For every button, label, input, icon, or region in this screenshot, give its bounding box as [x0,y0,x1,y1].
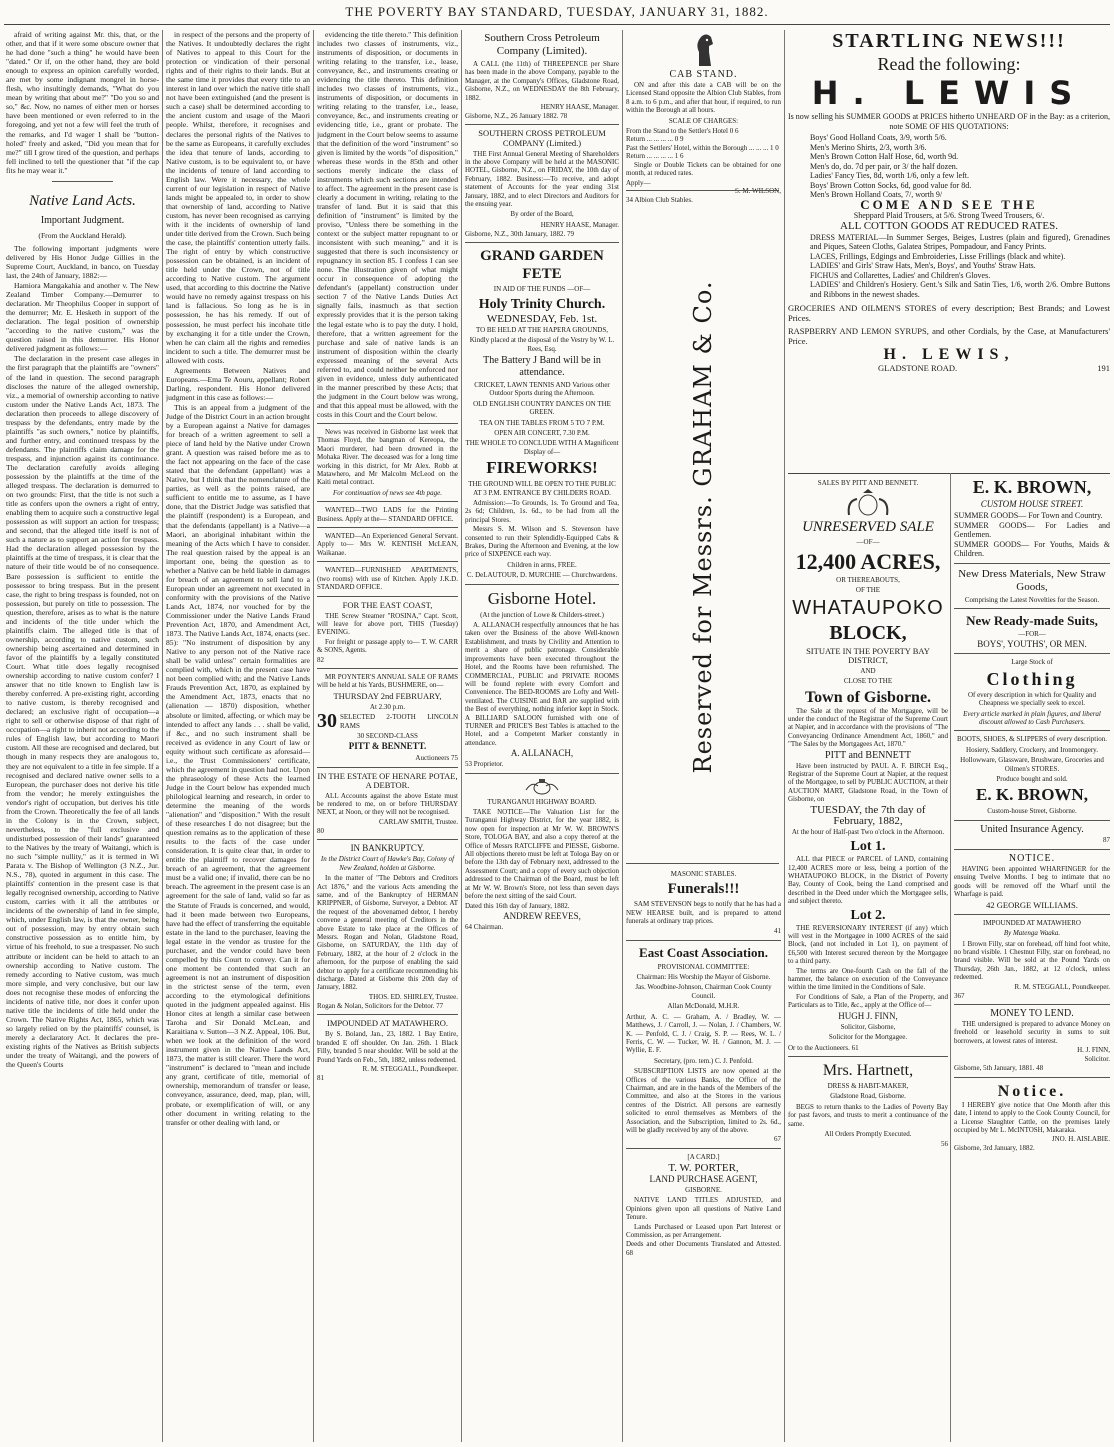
column-right [788,30,1110,1442]
price-item: Boys' Good Holland Coats, 3/9, worth 5/6. [810,133,947,142]
cab-stables: 34 Albion Club Stables. [626,195,693,204]
column-2 [166,30,310,1442]
clothing-body: Of every description in which for Quality and Cheapness we specially seek to excel. [967,690,1097,708]
boots: BOOTS, SHOES, & SLIPPERS of every description. [957,735,1107,744]
fete-children: Children in arms, FREE. [507,560,577,569]
eca-member: Jas. Woodbine-Johnson, Chairman Cook County Council. [635,983,772,1000]
sales-by: SALES BY PITT AND BENNETT. [817,479,919,487]
sc2-title: SOUTHERN CROSS PETROLEUM COMPANY (Limited.) [478,128,606,148]
eca-body: SUBSCRIPTION LISTS are now opened at the Offices of the various Banks, the Office of the Chairman, and are in the hands of the Members of the Committee, and also at the Stores in the various centres of the District. All persons are earnestly solicited to enrol themselves as Members of the Association, and the Subscription, limited to 2s. 6d., will be gladly received by any of the above. [626,1067,781,1134]
ad-number: 367 [954,991,965,1000]
ad-wanted-servant: WANTED—An Experienced General Servant. Apply to— Mrs W. KENTISH McLEAN, Waikanae. [317,532,458,557]
cab-sign: S. M. WILSON, [735,186,781,195]
impound-body: By S. Boland, Jan., 23, 1882. 1 Bay Entire, branded E off shoulder. On Jan. 26th. 1 Black Filly, branded 5 near shoulder. Will be sold at the Pound Yards on Feb., 5th, 1882, unless redeemed. [317,1030,458,1064]
ad-number: 56 [941,1140,948,1149]
fete-games: CRICKET, LAWN TENNIS AND Various other Outdoor Sports during the Afternoon. [474,380,610,398]
cab-apply: Apply— [626,178,651,187]
poynter-time: At 2.30 p.m. [369,702,406,711]
come-and-see: COME AND SEE THE [860,196,1038,212]
of-the: OF THE [855,586,881,595]
column-rule [162,30,163,1442]
sale-hour: At the hour of Half-past Two o'clock in the Afternoon. [791,827,945,836]
hotel-sign: A. ALLANACH, [510,748,574,759]
porter-town: GISBORNE. [685,1185,722,1194]
bankruptcy-sign: THOS. ED. SHIRLEY, Trustee. [368,992,458,1001]
dress-material: DRESS MATERIAL—In Summer Serges, Beiges, Lustres (plain and figured), Grenadines and Piques, Sateen Cloths, Galatea Stripes, Pompadour, and Fancy Prints. [810,232,1110,252]
cab-rate: Return ... ... ... ... 1 6 [626,152,684,161]
large-stock: Large Stock of [1011,658,1053,667]
sale-terms: The terms are One-fourth Cash on the fall of the hammer, the balance on execution of the Conveyance within the time limited in the Conditions of Sale. [788,966,948,992]
ekb-street-footer: Custom-house Street, Gisborne. [987,807,1077,816]
fete-tea: TEA ON THE TABLES FROM 5 TO 7 P.M. [479,418,605,427]
poynter-seller: PITT & BENNETT. [348,741,427,752]
porter-deeds: Deeds and other Documents Translated and Attested. 68 [626,1240,781,1257]
price-item: Men's Brown Cotton Half Hose, 6d, worth 9d. [810,152,959,161]
summer-goods: SUMMER GOODS— For Youths, Maids & Children. [954,539,1110,559]
sc2-date: Gisborne, N.Z., 30th January, 1882. 79 [465,229,575,238]
lot-2: Lot 2. [850,907,886,923]
porter-name: T. W. PORTER, [668,1161,739,1174]
notice2-body: I HEREBY give notice that One Month after this date, I intend to apply to the Cook County Council, for a License Slaughter Cattle, on the premises lately occupied by Mr L. McINTOSH, Makaraka. [954,1100,1110,1134]
estate-sign: CARLAW SMITH, Trustee. [378,817,458,826]
lewis-banner: H. LEWIS [811,74,1087,112]
cab-rate: From the Stand to the Settler's Hotel 0 6 [626,127,739,136]
price-item: Boys' Brown Cotton Socks, 6d, good value for 8d. [810,180,972,190]
notice2-title: Notice. [997,1082,1067,1100]
clothing-banner: Clothing [986,668,1078,689]
fete-concert: OPEN AIR CONCERT, 7.30 P.M. [494,428,590,437]
column-5 [626,30,781,1442]
block: BLOCK, [829,621,907,644]
summer-goods: SUMMER GOODS— For Town and Country. [954,511,1103,521]
cotton-goods: ALL COTTON GOODS AT REDUCED RATES. [840,219,1058,232]
hartnett-address: Gladstone Road, Gisborne. [830,1092,906,1101]
notice-body: HAVING been appointed WHARFINGER for the ensuing Twelve Months. I beg to intimate that no goods will be removed off the Wharf until the Wharfage is paid. [954,865,1110,899]
hartnett-body: BEGS to return thanks to the Ladies of Poverty Bay for past favors, and trusts to merit a continuance of the same. [788,1102,948,1128]
article-intro: afraid of writing against Mr. this, that, or the other, and that if it were some obscure owner that he had done "such a thing" he would have been "dated." Or if, on the other hand, they are bold enough to express an opinion carefully worded, are met by some indignant mongrel in horse-flesh, who insultingly demands, "What do you mean by writing that about me?" "Do you so and so," &c. Now, no names of either men or horses have been mentioned or even referred to in the foregoing, and yet not a few will feel the truth of the remarks, and I'd wager I shall be "button-holed" freely and asked, "Did you mean that for me?" till I grow tired of the question, and perhaps fell inclined to tell the questioner that "if the cap fits he may wear it." [6,30,159,175]
finn-title: Solicitor. [1084,1055,1110,1064]
impounded-title: IMPOUNDED AT MATAWHERO [983,918,1081,927]
poynter-auctioneers: Auctioneers 75 [415,753,458,762]
fete-admission: Admission:—To Grounds, 1s. To Ground and Tea, 2s 6d; Children, 1s. 6d., to be had from all the principal Stores. [465,499,619,524]
fete-kindly: Kindly placed at the disposal of the Vestry by W. L. Rees, Esq. [469,336,615,353]
lot-1-body: ALL that PIECE or PARCEL of LAND, containing 12,400 ACRES more or less, being a portion of the WHATAUPOKO BLOCK, in the District of Poverty Bay, County of Cook, being the Land comprised and described in the Deed under which the Mortgagee sells, and subject thereto. [788,855,948,906]
eca-member: Allan McDonald, M.H.R. [667,1002,740,1011]
every-article: Every article marked in plain figures, and liberal discount allowed to Cash Purchasers. [963,709,1101,727]
fete-date: WEDNESDAY, Feb. 1st. [486,312,598,325]
ec-title: FOR THE EAST COAST, [342,599,433,610]
article-title: Native Land Acts. [29,192,136,209]
bankruptcy-body: In the matter of "The Debtors and Creditors Act 1876," and the various Acts amending the same, and of the Bankruptcy of HERMAN KRIPPNER, of Gisborne, Surveyor, a Debtor. AT the request of the abovenamed debtor, I hereby convene a general meeting of Creditors in the above Estate to take place at the Offices of Messrs. Rogan and Nolan, Gladstone Road, Gisborne, on SATURDAY, the 11th day of February, 1882, at the hour of 2 o'clock in the afternoon, for the purpose of enabling the said debtor to apply for a certificate recommending his discharge. Dated at Gisborne this 20th day of January, 1882. [317,874,458,992]
money-to-lend: MONEY TO LEND. [990,1007,1074,1019]
porter-body: NATIVE LAND TITLES ADJUSTED, and Opinions given upon all questions of Native Land Tenure. [626,1196,781,1222]
road-chairman: 64 Chairman. [465,922,504,931]
ad-wanted-lads: WANTED—TWO LADS for the Printing Business. Apply at the— STANDARD OFFICE. [317,506,458,523]
notice-title: NOTICE. [1008,852,1056,864]
reserved-space [626,190,779,864]
ad-number: 87 [1103,835,1110,844]
article-para: Agreements Between Natives and Europeans.—Ema Te Aouru, appellant; Robert Darling, respondent. His Honor delivered judgment in this case as follows:— [166,365,310,402]
article-para: evidencing the title thereto." This definition includes two classes of instruments, viz., instruments of disposition, or documents in writing relating to the transfer, i.e., lease, conveyance, &c., and instruments creating or evidencing the title thereto. This definition includes two classes of instruments, viz., instruments of disposition, or documents in writing relating to the transfer, i.e., lease, conveyance, &c., and instruments creating or evidencing title, i.e., grant or probate. The judgment in the Court below seems to assume that the definition of the word "instrument" so given is limited by the words "of disposition," whereas these words in the 85th and other sections merely indicate the class of instruments which such sections are intended to affect. The agreement in the present case is clearly a document in writing, relating to the transfer of land. But it is said that this definition of "instrument" is limited by the proviso, "Unless there be something in the context or the subject matter repugnant to or inconsistent with such meaning," and it is suggested that there is such inconsistency or repugnancy in section 85. I confess I can see none. The illustration given of what might occur in consequence of adopting the defendant's (appellant) construction under section 7 of the Native Lands Duties Act signally fails, inasmuch as that section expressly provides that it is the person taking the legal estate who is to pay the duty. I hold, therefore, that a written agreement for the purchase and sale of native lands is an instrument of disposition within the clearly expressed meaning of the several Acts referred to, and could neither be enforced nor given in evidence, unless duly authenticated in the manner prescribed by these Acts; that the judgment in the Court below was wrong, and that this appeal must be allowed, with the costs in this Court and the Court below. [317,30,458,419]
fete-aid: IN AID OF THE FUNDS —OF— [493,285,591,294]
hotel-title: Gisborne Hotel. [487,588,597,608]
close-to: CLOSE TO THE [843,677,893,686]
cab-tickets: Single or Double Tickets can be obtained for one month, at reduced rates. [626,160,781,178]
money-body: THE undersigned is prepared to advance Money on freehold or leasehold security in sums to suit borrowers, at lowest rates of interest. [954,1020,1110,1045]
aislabie: JNO. H. AISLABIE. [1051,1135,1110,1144]
column-rule [784,30,785,1442]
sc2-body: THE First Annual General Meeting of Shareholders in the above Company will be held at the MASONIC HOTEL, Gisborne, N.Z., on FRIDAY, the 10th day of February, 1882. Business:—To receive, and adopt statement of Accounts for the year ending 31st January, 1882, and to elect Directors and Auditors for the ensuing year. [465,149,619,209]
george-williams: 42 GEORGE WILLIAMS. [986,899,1078,910]
groceries: GROCERIES AND OILMEN'S STORES of every description; Best Brands; and Lowest Prices. [788,303,1110,324]
finn-role: Solicitor for the Mortgagee. [828,1033,908,1042]
situate: SITUATE IN THE POVERTY BAY DISTRICT, [806,645,930,665]
poynter-count: 30 [317,710,337,733]
startling-news: STARTLING NEWS!!! [832,30,1066,52]
lewis-address: GLADSTONE ROAD. [878,363,958,374]
masonic-title: MASONIC STABLES. [670,870,737,878]
road-sign: ANDREW REEVES, [503,910,581,921]
hartnett-orders: All Orders Promptly Executed. [824,1129,912,1138]
poynter-intro: MR POYNTER'S ANNUAL SALE OF RAMS will be held at his Yards, BUSHMERE, on— [317,673,458,690]
road-date: Dated this 16th day of January, 1882. [465,901,570,910]
sc1-body: A CALL (the 11th) of THREEPENCE per Share has been made in the above Company, payable to the Manager, at the Company's Offices, Gladstone Road, Gisborne, N.Z., on WEDNESDAY the 8th February, 1882. [465,60,619,102]
sale-body: The Sale at the request of the Mortgagee, will be under the conduct of the Registrar of the Supreme Court at Napier, and in accordance with the provisions of "The Conveyancing Ordinance Amendment Act, 1860," and "The Sales by the Mortgagees Act, 1870." [788,706,948,749]
poynter-lots: SELECTED 2-TOOTH LINCOLN RAMS [340,713,458,730]
cab-title: CAB STAND. [669,69,738,80]
cab-rate: Past the Settlers' Hotel, within the Borough ... ... ... 1 0 [626,143,779,152]
fete-ground: THE GROUND WILL BE OPEN TO THE PUBLIC AT 3 P.M. ENTRANCE BY CHILDERS ROAD. [468,480,616,497]
sale-conditions: For Conditions of Sale, a Plan of the Property, and Particulars as to Title, &c., apply at the Office of— [788,992,948,1010]
hartnett-name: Mrs. Hartnett, [822,1061,914,1079]
price-item: Men's do, do. 7d per pair, or 3/ the half dozen. [810,161,958,171]
read-following: Read the following: [877,54,1021,74]
sc2-sign: HENRY HAASE, Manager. [540,220,619,229]
masthead-rule [4,24,1110,25]
article-para: The following important judgments were delivered by His Honor Judge Gillies in the Supreme Court, Auckland, in banco, on Tuesday last, the 24th of January, 1882:— [6,243,159,280]
raspberry: RASPBERRY AND LEMON SYRUPS, and other Cordials, by the Case, at Manufacturers' Price. [788,326,1110,347]
fete-dances: OLD ENGLISH COUNTRY DANCES ON THE GREEN. [473,399,611,417]
finn-name: HUGH J. FINN, [838,1010,898,1021]
fete-brakes: Messrs S. M. Wilson and S. Stevenson have consented to run their Splendidly-Equipped Cabs & Brakes, During the Afternoon and Evening, at the low price of SIXPENCE each way. [465,525,619,559]
estate-body: ALL Accounts against the above Estate must be rendered to me, on or before THURSDAY NEXT, at Noon, or they will not be recognised. [317,791,458,817]
impound-sign: R. M. STEGGALL, Poundkeeper. [362,1065,458,1074]
cab-body: ON and after this date a CAB will be on the Licensed Stand opposite the Albion Club Stables, from 8 a.m. to 6 p.m., and after that hour, if required, to run within the Borough at all hours. [626,81,781,115]
pitt-bennett: PITT and BENNETT [825,749,911,761]
sc1-sign: HENRY HAASE, Manager. [540,103,619,112]
finn-date: Gisborne, 5th January, 1881. 48 [954,1064,1044,1073]
poynter-lots2: 30 SECOND-CLASS [357,732,418,741]
fete-church: Holy Trinity Church. [478,296,606,312]
ad-number: 81 [317,1074,324,1083]
ek-brown-ad [954,477,1110,1442]
impounded-sign: R. M. STEGGALL, Poundkeeper. [1014,982,1110,991]
fete-band: The Battery J Band will be in attendance. [483,354,601,378]
cab-scale: SCALE OF CHARGES: [668,116,739,125]
whataupoko: WHATAUPOKO [792,596,944,619]
ad-number: 80 [317,826,324,835]
sc2-order: By order of the Board, [510,210,574,219]
masthead: THE POVERTY BAY STANDARD, TUESDAY, JANUARY 31, 1882. [345,4,769,19]
column-3 [317,30,458,1442]
lot-2-body: THE REVERSIONARY INTEREST (if any) which will vest in the Mortgagee in 1000 ACRES of the said Block, (and not included in Lot 1), on payment of £6,500 with Interest secured thereon by the Mortgagee to a third party. [788,923,948,966]
porter-body2: Lands Purchased or Leased upon Part Interest or Commission, as per Arrangement. [626,1222,781,1239]
of-label: —OF— [856,538,880,547]
ad-number: 67 [774,1135,781,1144]
hotel-body: A. ALLANACH respectfully announces that he has taken over the Business of the above Well-known Establishment, and trusts by Civility and Attention to merit a share of public patronage. Considerable improvements have been executed throughout the Hotel, and the Rooms have been refurnished. The COMMERCIAL, PUBLIC and PRIVATE ROOMS will be found replete with every Comfort and Convenience. The BED-ROOMS are Lofty and Well-ventilated. The CUISINE and BAR are supplied with the Best of everything, nothing inferior kept in Stock. A BILLIARD SALOON furnished with one of TURNER and PRICE'S Best Tables is attached to the Hotel, and a Competent Marker constantly in attendance. [465,621,619,747]
summer-goods: SUMMER GOODS— For Ladies and Gentlemen. [954,520,1110,540]
finn-auctioneers: Or to the Auctioneers. 61 [788,1043,859,1052]
aislabie-date: Gisborne, 3rd January, 1882. [954,1144,1035,1153]
estate-title: IN THE ESTATE OF HENARE POTAE, A DEBTOR. [317,770,458,790]
porter-title: LAND PURCHASE AGENT, [649,1173,758,1184]
ladies-hosiery: LADIES' and Children's Hosiery. Gent.'s Silk and Satin Ties, 1/6, worth 2/6. Ombre Buttons and Ribbons in the newest shades. [810,280,1110,299]
hotel-sub: (At the junction of Lowe & Childers-street.) [480,610,604,619]
and-label: AND [860,666,876,675]
fete-wardens: C. DeLAUTOUR, D. MURCHIE — Churchwardens. [466,571,618,580]
ready-made-suits: New Ready-made Suits, [966,612,1098,628]
article-para: Hamiora Mangakahia and another v. The New Zealand Timber Company.—Demurrer to declaration. Mr Theophilus Cooper in support of the demurrer; Mr. E. Hesketh in support of the declaration. The legal position of ownership "according to the native custom," was the question raised in this demurrer. His Honor delivered judgment as follows:— [6,281,159,354]
article-para: This is an appeal from a judgment of the Judge of the District Court in an action brought by a European against a Native for damages for breach of a written agreement to sell a piece of land held by the Native under Crown grant. A question was raised before me as to the fact not appearing on the face of the case stated that the defendant (appellant) was a Native, but I think that the nomenclature of the parties, as well as the points raised, are sufficient to entitle me to assume, as I have done, that the District Judge was satisfied that the plaintiff (respondent) is a European, and that the defendants (appellant) is a Native—a Maori, an aboriginal inhabitant within the meaning of the Acts which I have to consider. The real question raised by the appeal is an important one, being the question as to whether a Native can be held liable in damages for breach of an agreement to sell land to a European under an agreement not executed in conformity with the provisions of the Native Lands Act, 1874, nor vouched for by the Commissioner under the Native Lands Fraud Prevention Act, 1870, and Amendment Act, 1873. The Native Lands Act, 1874, enacts (sec. 85): "No instrument of disposition by any Native to any person not of the Native race shall be valid unless" certain formalities are complied with, which in the present case have not been complied with; and the Native Lands Frauds Prevention Act, 1870, as explained by the Amendment Act, 1873, enacts that no (alienation — 1870) disposition, whether absolute or limited, affecting, or which may be intended to affect any lands . . . shall be valid, if &c., and no such instrument shall be received as evidence in any Court of law or equity without such certificate as aforesaid—i.e., the Trust Commissioners' certificate, which the agreement in question had not. Upon the phraseology of these Acts the learned Judge in the Court below has expended much philological learning and research, in order to determine the meaning of the words "alienation" and "disposition." With the result of these researches I do not disagree; but the question remains as to the application of these results to the facts of the case under consideration. It is quite clear that, in order to entitle the plaintiff to recover damages for breach of an agreement, that the agreement must be a valid one; if invalid, there can be no breach. The agreement in the present case is an agreement for the sale of land, valid so far as the Statute of Frauds is concerned, and would, had it been made between two Europeans, have had the effect of transferring the equitable estate in the land to the purchaser, leaving the legal estate in the vendor as trustee for the purchaser, and the vendor could have been compelled by this Court to convey. Can it for one moment be contended that such an agreement is not an instrument of disposition in the strictest sense of the term, even according to the etymological definitions quoted in the judgment appealed against. His Honor cites at length a similar case between Taroha and Sir Donald McLean, and Karaitiana v. Sutton—3 N.Z. Appeal, 106. But, when we look at the definition of the word instrument given in the Native Lands Act, 1873, the matter is still clearer. There the word "instrument" is declared to "mean and include any grant, certificate of title, memorial of ownership, memorandum of transfer or lease, conveyance, assurance, deed, map, plan, will, probate, or exemplification of will, or any other document in writing relating to the transfer or other dealing with land, or [166,402,310,1127]
article-para: in respect of the persons and the property of the Natives. It undoubtedly declares the right of Natives to appeal to this Court for the protection or vindication of their personal rights and of their rights to their lands. But at the same time it provides that every title to an interest in land over which the native title shall not have been extinguished (and the present is such a case) shall be determined according to the ancient custom and usage of the Maori people. Whilst, therefore, it recognises and declares the personal rights of the Natives to be the same as Europeans, it carefully excludes the idea that tenure of lands, according to Native custom, is to be equivalent to, or have the incidents of tenure of land according to English law. Were it necessary, the whole current of our legislation in respect of Native lands might be appealed to, in order to show that ownership of land, according to Native custom, has never been recognised as carrying with it the incidents of ownership of land under title derived from the Crown. Such being the case, the plaintiffs' contention utterly fails. The right of entry by which constructive possession can be obtained, is an incident of title held under the Crown, not of title according to Native custom. The argument used, that according to this doctrine the Native would have no remedy against trespass on his land is fallacious. So long as he is in possession, he has his remedy. If out of possession, he must perfect his incohate title by exchanging it for a title under the Crown, when he can claim all the rights and remedies incident to such a title. The demurrer must be allowed with costs. [166,30,310,365]
masonic-funerals: Funerals!!! [667,881,740,898]
ad-number: 41 [774,926,781,935]
hosiery: Hosiery, Saddlery, Crockery, and Ironmongery. [966,745,1098,754]
column-1 [6,30,159,1442]
pitt-bennett-ad [788,477,948,1442]
boys-youths-men: BOYS', YOUTHS', OR MEN. [977,639,1087,650]
eca-chairman: Chairman: His Worship the Mayor of Gisborne. [636,973,771,982]
price-item: Ladies' Fancy Ties, 8d, worth 1/6, only a few left. [810,171,969,180]
eca-committee: PROVISIONAL COMMITTEE: [657,962,750,971]
laces: LACES, Frillings, Edgings and Embroideries, Lisse Frillings (black and white). [810,251,1066,261]
price-item: Men's Merino Shirts, 2/3, worth 3/6. [810,142,927,152]
ad-wanted-apartments: WANTED—FURNISHED APARTMENTS, (two rooms) with use of Kitchen. Apply J.K.D. STANDARD OFFICE. [317,566,458,592]
eca-title: East Coast Association. [639,944,768,960]
fete-title: GRAND GARDEN FETE [480,248,604,283]
ad-number: 191 [1097,363,1110,374]
ekb-name-footer: E. K. BROWN, [976,785,1088,805]
impound-title: IMPOUNDED AT MATAWHERO. [326,1018,449,1029]
impounded-by: By Matenga Waaka. [1003,929,1061,938]
price-item: Men's Brown Holland Coats, 7/, worth 9/ [810,190,943,199]
ladies-hats: LADIES' and Girls' Straw Hats, Men's, Boys', and Youths' Straw Hats. [810,261,1036,271]
lewis-footer: H. LEWIS, [883,346,1015,364]
ec-agents: For freight or passage apply to— T. W. CARR & SONS, Agents. [317,637,458,655]
hollowware: Hollowware, Glassware, Brushware, Groceries and Oilmen's STORES. [960,756,1104,773]
town-of-gisborne: Town of Gisborne. [804,688,932,706]
royal-arms-icon [843,489,893,517]
fete-whole: THE WHOLE TO CONCLUDE WITH A Magnificent Display of— [465,439,619,456]
road-body: TAKE NOTICE—The Valuation List for the Turanganui Highway District, for the year 1882, is now open for inspection at Mr W. W. BROWN'S Store, TOLOGA BAY, and also a copy thereof at the Office of Messrs RATCLIFFE and PIESSE, Gisborne. All objections thereto must be left at Tologa Bay on or before the 13th day of February next, addressed to the Assessment Court; and a copy of every such objection addressed to the Chairman of the Board, must be left at Mr W. W. Brown's Store, not less than seven days before the next sitting of the said Court. [465,808,619,901]
masonic-body: SAM STEVENSON begs to notify that he has had a NEW HEARSE built, and is prepared to attend funerals at ordinary trap prices. [626,900,781,926]
ec-body: THE Screw Steamer "ROSINA," Capt. Scott, will leave for above port, THIS (Tuesday) EVENING. [317,611,458,637]
for-label: —FOR— [1018,629,1046,638]
ad-number: 82 [317,655,324,664]
horse-head-icon [689,32,719,68]
eca-names: Arthur, A. C. — Graham, A. / Bradley, W. — Matthews, J. / Carroll, J. — Nolan, J. / Chambers, W. K. — Penfold, C. J. / Craig, S. P. — Rees, W. L. / Ferris, C. W. — Tucker, W. H. / Gannon, M. J. — Wyllie, E. F. [626,1012,781,1055]
continuation-note: For continuation of news see 4th page. [332,488,443,497]
instructed: Have been instructed by PAUL A. F. BIRCH Esq., Registrar of the Supreme Court at Napier, at the request of the Mortgagee, to sell by PUBLIC AUCTION, at their AUCTION MART, Gladstone Road, in the Town of Gisborne, on [788,761,948,804]
united-insurance: United Insurance Agency. [980,823,1084,835]
finn-name: H. J. FINN, [1077,1046,1110,1055]
sc1-date: Gisborne, N.Z., 26 January 1882. 78 [465,112,568,121]
cab-rate: Return ... ... ... ... 0 9 [626,135,684,144]
sheppard: Sheppard Plaid Trousers, at 5/6. Strong Tweed Trousers, 6/. [853,210,1045,220]
column-rule [461,30,462,1442]
hartnett-trade: DRESS & HABIT-MAKER, [827,1081,909,1090]
road-title: TURANGANUI HIGHWAY BOARD. [487,797,597,806]
ekb-name: E. K. BROWN, [972,477,1092,497]
fete-fireworks: FIREWORKS! [486,458,598,478]
lewis-intro: Is now selling his SUMMER GOODS at PRICES hitherto UNHEARD OF in the Bay: as a criterion, note SOME OF HIS QUOTATIONS: [788,112,1110,131]
news-item: News was received in Gisborne last week that Thomas Floyd, the bangman of Kereopa, the Maori murderer, had been drowned in the Mohaka River. The deceased was for a long time working in this district, for Mr Alex. Robb at Matawhero, and Mr Malcolm McLeod on the Kaiti metal contract. [317,428,458,487]
produce: Produce bought and sold. [996,775,1068,784]
poynter-date: THURSDAY 2nd FEBRUARY, [333,690,442,701]
article-source: (From the Auckland Herald). [38,230,127,240]
fete-held: TO BE HELD AT THE HAPERA GROUNDS, [475,325,609,334]
sale-february: February, 1882, [833,814,903,827]
bankruptcy-court: In the District Court of Hawke's Bay, Colony of New Zealand, holden at Gisborne. [320,855,455,872]
hotel-proprietor: 53 Proprietor. [465,760,504,769]
reserved-text: Reserved for Messrs. GRAHAM & Co. [688,280,717,774]
column-rule [313,30,314,1442]
dress-materials: New Dress Materials, New Straw Goods, [958,567,1106,593]
article-para: The declaration in the present case alleges in the first paragraph that the plaintiffs are "owners" of the land in question. The second paragraph discloses the nature of the alleged ownership, viz., a memorial of ownership according to native custom under the Native Lands Act, 1873. The declaration then proceeds to allege discovery of trespass by the defendants, entry made by the plaintiffs "as such owners," notice by plaintiffs, and further entry, and continued trespass by the defendants. The plaintiffs claim damage for the trespass, and injunction against its continuance. The declaration carefully avoids alleging possession by the plaintiffs at the time of the alleged trespass. The declaration is demurred to on two grounds: First, that the title is not such a title as confers upon the owners a right of entry, enabling them to acquire such a constructive legal possession as will support an action for trespass; and second, that the alleged title itself is not of such a nature as to support an action for trespass. Had the declaration alleged possession by the plaintiffs at the time of trespass, it is clear that the nature of their title would be of no consequence. Bare possession is sufficient to entitle the possessor to bring trespass. But in the present case, the right to bring trespass is founded, not on possession, but purely on title to possession. The question, therefore, arises as to what is the nature and incidents of the title under which the plaintiffs claim. The alleged title is that of ownership, according to native custom, such ownership being ascertained and determined in favor of the plaintiffs by a legally constituted Court. What title does legally recognised ownership according to native custom confer? I answer that no title known to English law is thereby conferred. A pre-existing right, according to native custom, is thereby recognised and declared; an exclusive right of occupation—a right to sell or otherwise dispose of that right of occupation—a right to inherit not according to the rules of English law, but according to Maori custom. All these are recognised and declared, but though in many respects they are analogous to, they are not equivalent to a title in fee simple. If a recognised and declared native owner sells to a European, the purchaser does not derive his title from the vendor; he merely extinguishes the vendor's right of occupation, but derives his title from the Crown. Theoretically the fee of all lands in the Colony is in the Crown, subject, nevertheless, to the "full exclusive and undisturbed possession of their lands" guaranteed to the Natives by the treaty of Waitangi, which is no such "simple nullity," as it is termed in Wi Parata v. The Bishop of Wellington (3 N.Z., Jur. N.S., 78), quoted in argument in this case. The plaintiffs' contention in the present case is that legally recognised ownership, according to Native custom, carries with it all the attributes or incidents of the ownership of land in fee simple, which, under English law, is that the owner, being out of possession, may by entry obtain such constructive possession as to entitle him, by virtue of his freehold, to sue a trespasser. No such attribute or incident can be held to attach to an ownership according to Native custom. The remedy according to Native custom, was much more simple, and very conclusive, but our law does not recognise these modes of enforcing the incidents of native title, nor does it confer upon native title the incidents of title held under the Crown. The Native Rights Act, 1865, which was so largely relied on by the plaintiffs' counsel, is merely a declaratory Act. It declares the pre-existing rights of the Natives as British subjects under the treaty of Waitangi, and the powers of the Queen's Courts [6,354,159,1070]
lot-1: Lot 1. [850,839,886,855]
thereabouts: OR THEREABOUTS, [836,575,900,584]
bankruptcy-title: IN BANKRUPTCY. [350,843,425,854]
fichus: FICHUS and Collarettes, Ladies' and Children's Gloves. [810,270,991,280]
ekb-street: CUSTOM HOUSE STREET. [980,499,1084,509]
column-rule [622,30,623,1442]
sc1-title: Southern Cross Petroleum Company (Limited). [484,32,600,57]
finn-title: Solicitor, Gisborne, [840,1022,896,1031]
coat-of-arms-icon [522,778,562,796]
impounded-body: 1 Brown Filly, star on forehead, off hind foot white, no brand visible. 1 Chestnut Filly, star on forehead, no brand visible. Will be sold at the Pound Yards on Thursday, 26th Jan., 1882, at 12 o'clock, unless redeemed. [954,939,1110,982]
sale-tuesday: TUESDAY, the 7th day of [810,803,926,816]
article-subtitle: Important Judgment. [40,214,125,226]
column-4 [465,30,619,1442]
comprising: Comprising the Latest Novelties for the Season. [964,595,1100,604]
acres: 12,400 ACRES, [795,548,941,574]
unreserved-sale: UNRESERVED SALE [802,519,934,536]
eca-secretary: Secretary, (pro. tem.) C. J. Penfold. [654,1056,753,1065]
card-label: [A CARD.] [687,1153,720,1162]
bankruptcy-solicitors: Rogan & Nolan, Solicitors for the Debtor. 77 [317,1001,444,1010]
